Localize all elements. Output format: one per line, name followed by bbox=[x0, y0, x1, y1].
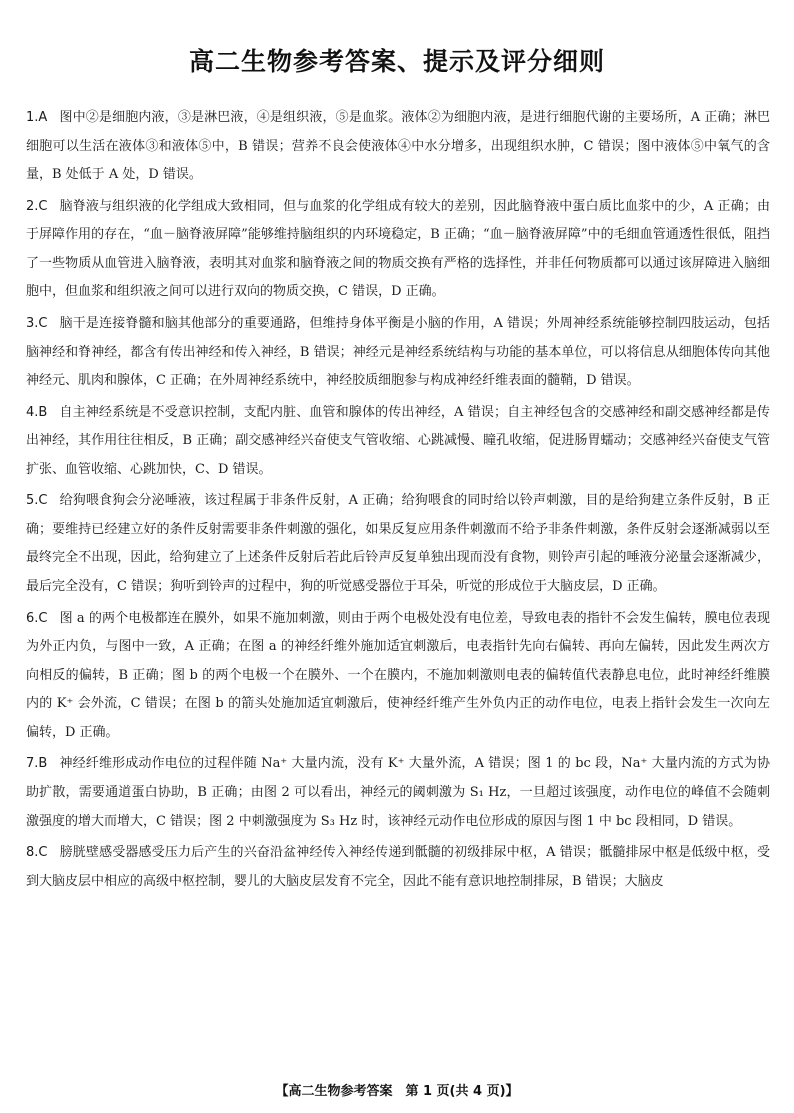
answer-choice: B bbox=[38, 756, 48, 772]
answer-explanation: 脑脊液与组织液的化学组成大致相同，但与血浆的化学组成有较大的差别，因此脑脊液中蛋白质比血浆中的少，A 正确；由于屏障作用的存在，“血－脑脊液屏障”能够维持脑组织的内环境稳定，B 正确；“血－脑脊液屏障”中的毛细血管通透性很低，阻挡了一些物质从血管进入脑脊液，表明其对血浆和脑脊液之间的物质交换有严格的选择性，并非任何物质都可以通过该屏障进入脑细胞中，但血浆和组织液之间可以进行双向的物质交换，C 错误，D 正确。 bbox=[26, 198, 770, 300]
answer-explanation: 脑干是连接脊髓和脑其他部分的重要通路，但维持身体平衡是小脑的作用，A 错误；外周神经系统能够控制四肢运动，包括脑神经和脊神经，都含有传出神经和传入神经，B 错误；神经元是神经系统结构与功能的基本单位，可以将信息从细胞体传向其他神经元、肌肉和腺体，C 正确；在外周神经系统中，神经胶质细胞参与构成神经纤维表面的髓鞘，D 错误。 bbox=[26, 315, 770, 389]
page-title: 高二生物参考答案、提示及评分细则 bbox=[188, 47, 605, 76]
answer-number: 5. bbox=[26, 493, 39, 509]
answer-choice: C bbox=[38, 610, 48, 626]
answer-explanation: 自主神经系统是不受意识控制，支配内脏、血管和腺体的传出神经，A 错误；自主神经包含的交感神经和副交感神经都是传出神经，其作用往往相反，B 正确；副交感神经兴奋使支气管收缩、心跳减慢、瞳孔收缩，促进肠胃蠕动；交感神经兴奋使支气管扩张、血管收缩、心跳加快，C、D 错误。 bbox=[26, 404, 770, 477]
answer-explanation: 图 a 的两个电极都连在膜外，如果不施加刺激，则由于两个电极处没有电位差，导致电表的指针不会发生偏转，膜电位表现为外正内负，与图中一致，A 正确；在图 a 的神经纤维外施加适宜刺激后，电表指针先向右偏转、再向左偏转，因此发生两次方向相反的偏转，B 正确；图 b 的两个电极一个在膜外、一个在膜内，不施加刺激则电表的偏转值代表静息电位，此时神经纤维膜内的 K⁺ 会外流，C 错误；在图 b 的箭头处施加适宜刺激后，使神经纤维产生外负内正的动作电位，电表上指针会发生一次向左偏转，D 正确。 bbox=[26, 610, 770, 740]
answer-number: 7. bbox=[26, 756, 39, 772]
answer-choice: C bbox=[38, 845, 48, 861]
answer-item-2 bbox=[26, 193, 770, 307]
answer-choice: C bbox=[38, 493, 48, 509]
answer-item-5 bbox=[26, 487, 770, 601]
answer-explanation: 图中②是细胞内液，③是淋巴液，④是组织液，⑤是血浆。液体②为细胞内液，是进行细胞代谢的主要场所，A 正确；淋巴细胞可以生活在液体③和液体⑤中，B 错误；营养不良会使液体④中水分增多，出现组织水肿，C 错误；图中液体⑤中氧气的含量，B 处低于 A 处，D 错误。 bbox=[26, 110, 770, 183]
answer-choice: B bbox=[38, 404, 48, 420]
answer-list bbox=[26, 104, 770, 899]
answer-number: 2. bbox=[26, 198, 39, 214]
answer-number: 3. bbox=[26, 315, 39, 331]
answer-number: 8. bbox=[26, 845, 39, 861]
answer-item-7 bbox=[26, 750, 770, 836]
answer-choice: C bbox=[38, 315, 48, 331]
answer-item-8 bbox=[26, 839, 770, 896]
answer-item-1 bbox=[26, 104, 770, 190]
answer-item-6 bbox=[26, 605, 770, 748]
answer-choice: A bbox=[38, 110, 48, 125]
answer-explanation: 膀胱壁感受器感受压力后产生的兴奋沿盆神经传入神经传递到骶髓的初级排尿中枢，A 错误；骶髓排尿中枢是低级中枢，受到大脑皮层中相应的高级中枢控制，婴儿的大脑皮层发育不完全，因此不能有意识地控制排尿，B 错误；大脑皮 bbox=[26, 845, 770, 889]
answer-item-4 bbox=[26, 399, 770, 485]
answer-number: 1. bbox=[26, 110, 39, 125]
answer-choice: C bbox=[38, 198, 48, 214]
answer-item-3 bbox=[26, 310, 770, 396]
answer-number: 4. bbox=[26, 404, 39, 420]
answer-explanation: 给狗喂食狗会分泌唾液，该过程属于非条件反射，A 正确；给狗喂食的同时给以铃声刺激，目的是给狗建立条件反射，B 正确；要维持已经建立好的条件反射需要非条件刺激的强化，如果反复应用条件刺激而不给予非条件刺激，条件反射会逐渐减弱以至最终完全不出现，因此，给狗建立了上述条件反射后若此后铃声反复单独出现而没有食物，则铃声引起的唾液分泌量会逐渐减少，最后完全没有，C 错误；狗听到铃声的过程中，狗的听觉感受器位于耳朵，听觉的形成位于大脑皮层，D 正确。 bbox=[26, 493, 770, 595]
page-footer: 【高二生物参考答案 第 1 页(共 4 页)】 bbox=[275, 1084, 519, 1099]
answer-explanation: 神经纤维形成动作电位的过程伴随 Na⁺ 大量内流，没有 K⁺ 大量外流，A 错误；图 1 的 bc 段，Na⁺ 大量内流的方式为协助扩散，需要通道蛋白协助，B 正确；由图 2 可以看出，神经元的阈刺激为 S₁ Hz，一旦超过该强度，动作电位的峰值不会随刺激强度的增大而增大，C 错误；图 2 中刺激强度为 S₃ Hz 时，该神经元动作电位形成的原因与图 1 中 bc 段相同，D 错误。 bbox=[26, 756, 770, 829]
answer-number: 6. bbox=[26, 610, 39, 626]
